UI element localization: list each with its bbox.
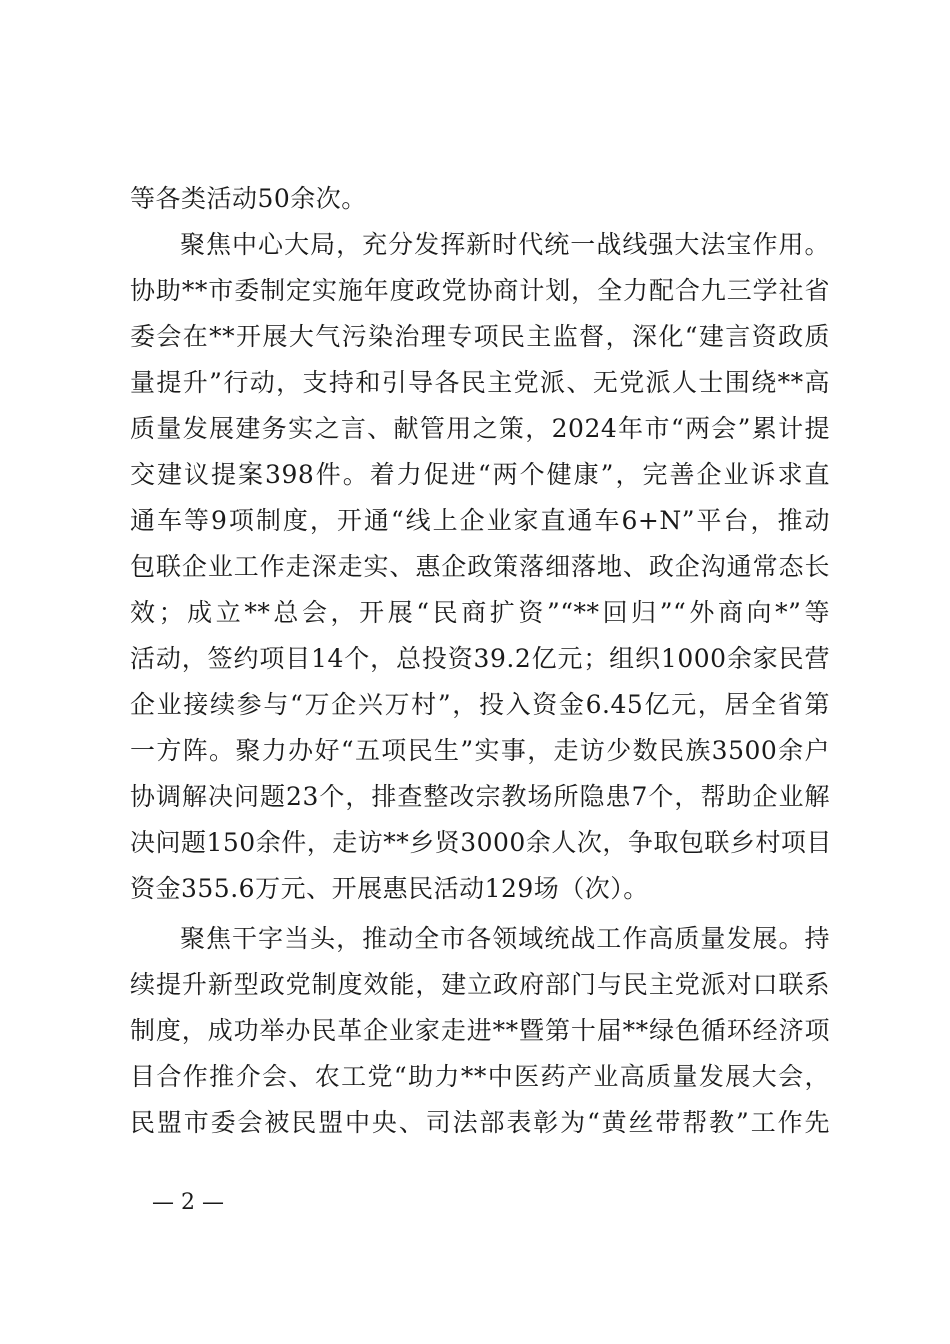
text-line: 协助**市委制定实施年度政党协商计划，全力配合九三学社省 [130,276,830,305]
text-line: 资金355.6万元、开展惠民活动129场（次）。 [130,874,649,903]
text-line: 决问题150余件，走访**乡贤3000余人次，争取包联乡村项目 [130,828,832,857]
text-line: 质量发展建务实之言、献管用之策，2024年市“两会”累计提 [130,414,830,443]
text-line: 一方阵。聚力办好“五项民生”实事，走访少数民族3500余户 [130,736,830,765]
text-line: 目合作推介会、农工党“助力**中医药产业高质量发展大会， [130,1062,830,1091]
text-line: 民盟市委会被民盟中央、司法部表彰为“黄丝带帮教”工作先 [130,1108,830,1137]
text-line: 活动，签约项目14个，总投资39.2亿元；组织1000余家民营 [130,644,830,673]
paragraph-heading-line: 聚焦中心大局，充分发挥新时代统一战线强大法宝作用。 [180,230,830,259]
text-line: 量提升”行动，支持和引导各民主党派、无党派人士围绕**高 [130,368,830,397]
text-line: 交建议提案398件。着力促进“两个健康”，完善企业诉求直 [130,460,830,489]
paragraph-heading-line: 聚焦干字当头，推动全市各领域统战工作高质量发展。持 [180,924,830,953]
page-number: — 2 — [152,1190,224,1215]
text-line: 协调解决问题23个，排查整改宗教场所隐患7个，帮助企业解 [130,782,830,811]
text-line: 包联企业工作走深走实、惠企政策落细落地、政企沟通常态长 [130,552,830,581]
text-line: 效；成立**总会，开展“民商扩资”“**回归”“外商向*”等 [130,598,830,627]
text-line: 制度，成功举办民革企业家走进**暨第十届**绿色循环经济项 [130,1016,830,1045]
text-line: 续提升新型政党制度效能，建立政府部门与民主党派对口联系 [130,970,830,999]
text-line: 企业接续参与“万企兴万村”，投入资金6.45亿元，居全省第 [130,690,830,719]
text-line: 委会在**开展大气污染治理专项民主监督，深化“建言资政质 [130,322,830,351]
text-line: 等各类活动50余次。 [130,184,367,213]
text-line: 通车等9项制度，开通“线上企业家直通车6+N”平台，推动 [130,506,830,535]
